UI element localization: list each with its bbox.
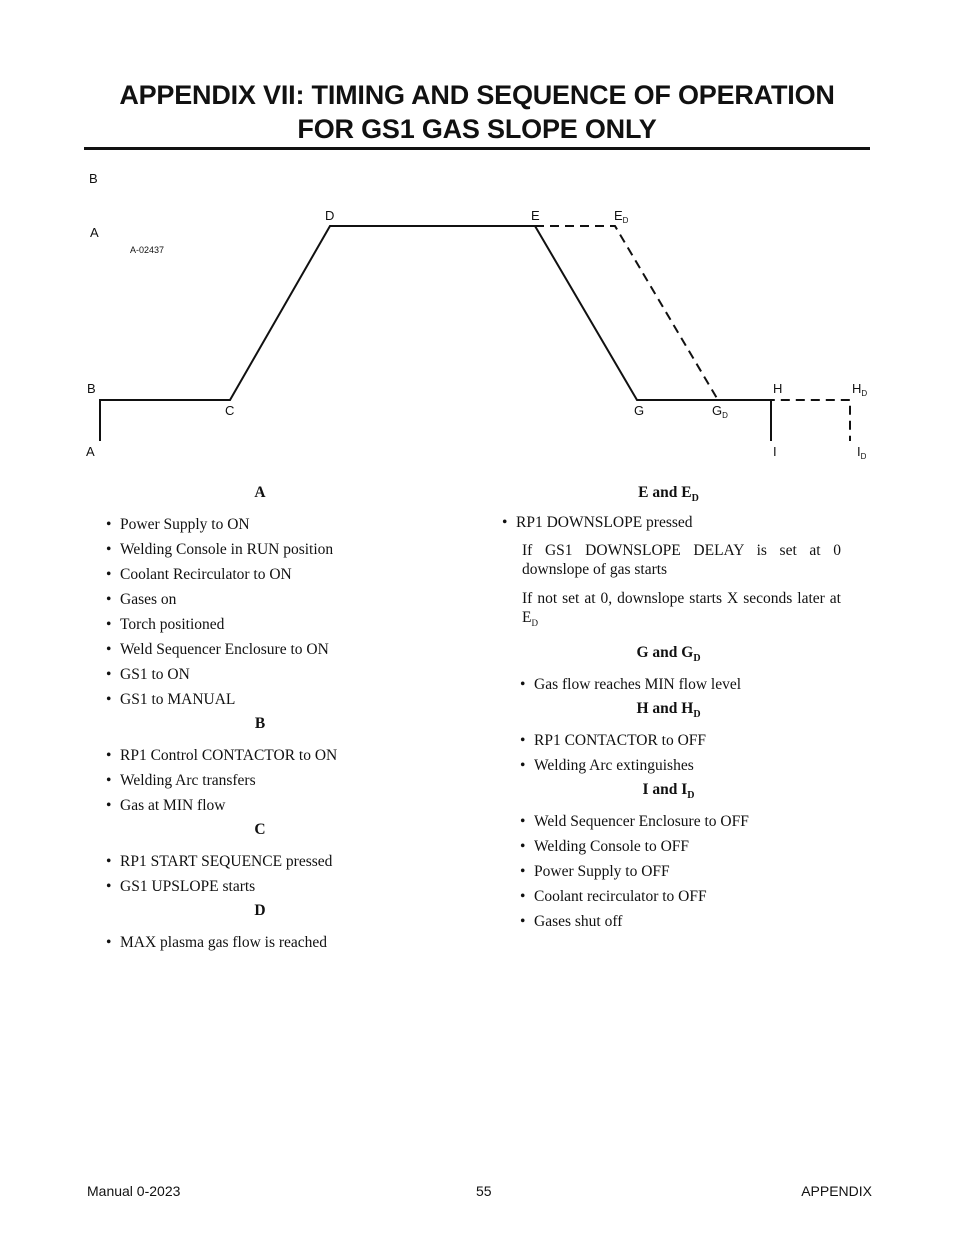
section-heading-i: I and $I_D$ — [642, 781, 695, 802]
list-item: • GS1 UPSLOPE starts — [100, 876, 420, 901]
side-label-a: A — [90, 225, 99, 240]
section-heading-e: E and $E_D$ — [638, 484, 699, 505]
list-item: • Gas at MIN flow — [100, 795, 420, 820]
section-e-list — [496, 512, 841, 537]
list-item: • Welding Console in RUN position — [100, 539, 420, 564]
section-a-list — [100, 514, 420, 714]
point-label-ed: $E_D$ — [614, 208, 629, 225]
section-c-list — [100, 851, 420, 901]
section-heading-a: A — [254, 484, 266, 501]
footer-manual-number: Manual 0-2023 — [87, 1183, 181, 1199]
list-item: • RP1 DOWNSLOPE pressed — [496, 512, 841, 537]
timing-diagram — [0, 160, 954, 465]
page-title-line-1: APPENDIX VII: TIMING AND SEQUENCE OF OPERATION — [119, 80, 835, 110]
point-label-hd: $H_D$ — [852, 381, 868, 398]
point-label-h: H — [773, 381, 783, 396]
list-item: • Gases shut off — [514, 911, 841, 936]
flow-profile-line — [100, 226, 771, 441]
list-item: • Welding Arc transfers — [100, 770, 420, 795]
section-h-list — [496, 730, 841, 780]
list-item: • GS1 to ON — [100, 664, 420, 689]
list-item: • Torch positioned — [100, 614, 420, 639]
section-g-list — [496, 674, 841, 699]
point-label-d: D — [325, 208, 335, 223]
list-item: • Weld Sequencer Enclosure to ON — [100, 639, 420, 664]
left-column — [100, 483, 420, 957]
point-label-b: B — [87, 381, 96, 396]
point-label-id: $I_D$ — [857, 444, 867, 461]
section-heading-g: G and $G_D$ — [636, 644, 701, 665]
list-item: • Gases on — [100, 589, 420, 614]
figure-code: A-02437 — [130, 245, 165, 255]
point-label-gd: $G_D$ — [712, 403, 728, 420]
point-label-a: A — [86, 444, 95, 459]
downslope-delay-note: If GS1 DOWNSLOPE DELAY is set at 0 downslope of gas starts — [522, 542, 841, 578]
delayed-flow-profile-line — [535, 226, 850, 441]
list-item: • RP1 CONTACTOR to OFF — [514, 730, 841, 755]
page-title — [84, 78, 870, 146]
list-item: • Gas flow reaches MIN flow level — [514, 674, 841, 699]
section-b-list — [100, 745, 420, 820]
page-title-line-2: FOR GS1 GAS SLOPE ONLY — [297, 114, 657, 144]
list-item: • GS1 to MANUAL — [100, 689, 420, 714]
right-column — [496, 483, 841, 936]
section-heading-d: D — [254, 902, 266, 919]
section-i-list — [496, 811, 841, 936]
list-item: • Welding Arc extinguishes — [514, 755, 841, 780]
section-d-list — [100, 932, 420, 957]
point-label-c: C — [225, 403, 235, 418]
downslope-later-note: If not set at 0, downslope starts X seconds later at $E_D$ — [522, 590, 841, 629]
title-rule — [84, 147, 870, 150]
section-heading-b: B — [254, 715, 266, 732]
list-item: • Coolant Recirculator to ON — [100, 564, 420, 589]
footer-section-name: APPENDIX — [801, 1183, 872, 1199]
list-item: • Coolant recirculator to OFF — [514, 886, 841, 911]
side-label-b: B — [89, 171, 98, 186]
section-heading-c: C — [254, 821, 266, 838]
list-item: • RP1 START SEQUENCE pressed — [100, 851, 420, 876]
point-label-e: E — [531, 208, 540, 223]
list-item: • Power Supply to OFF — [514, 861, 841, 886]
list-item: • Welding Console to OFF — [514, 836, 841, 861]
list-item: • MAX plasma gas flow is reached — [100, 932, 420, 957]
section-heading-h: H and $H_D$ — [636, 700, 701, 721]
point-label-g: G — [634, 403, 645, 418]
list-item: • Power Supply to ON — [100, 514, 420, 539]
point-label-i: I — [773, 444, 777, 459]
list-item: • RP1 Control CONTACTOR to ON — [100, 745, 420, 770]
list-item: • Weld Sequencer Enclosure to OFF — [514, 811, 841, 836]
footer-page-number: 55 — [476, 1183, 492, 1199]
